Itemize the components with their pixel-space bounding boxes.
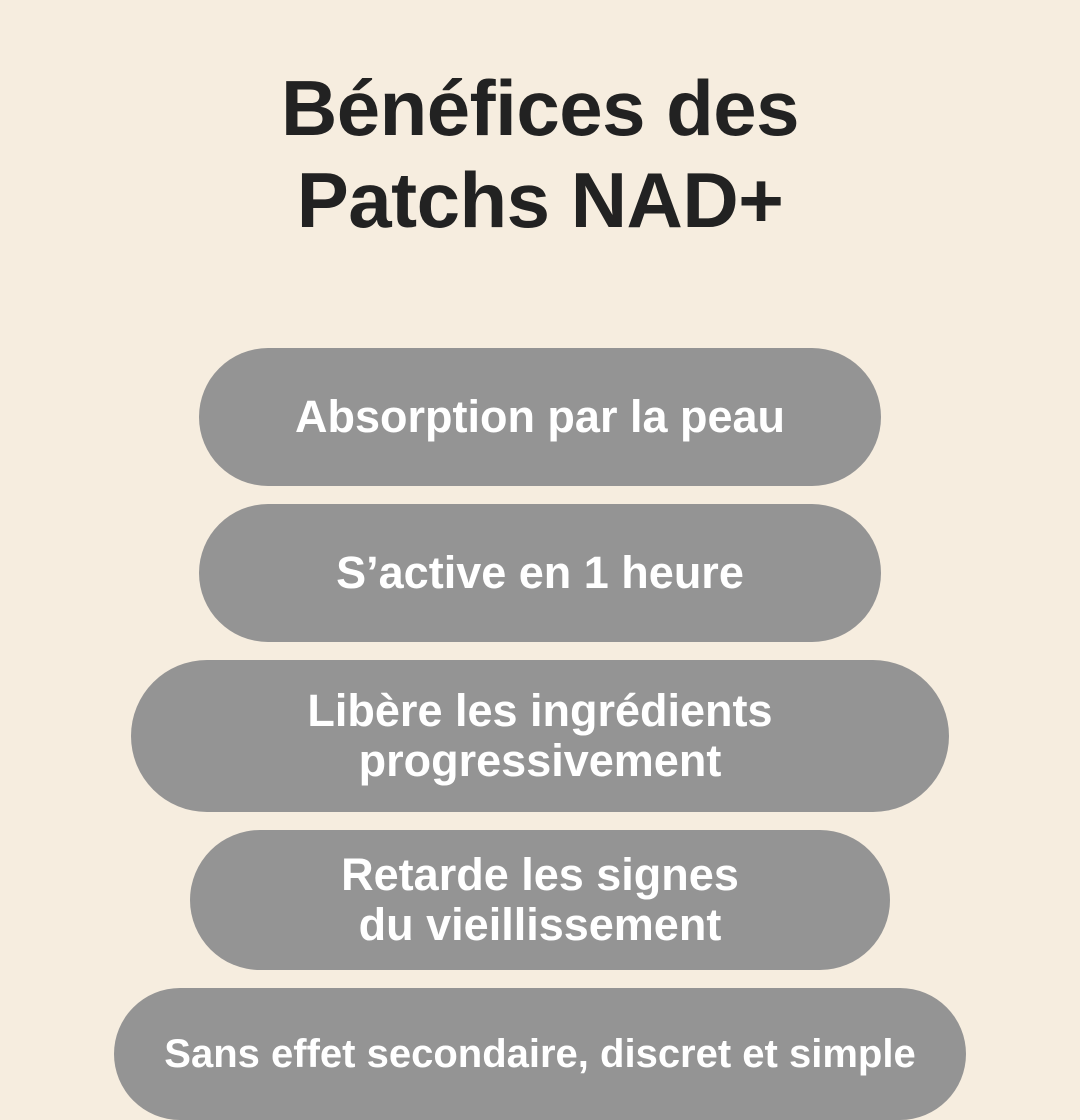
benefit-pill-3-line-1: Libère les ingrédients [307,684,773,736]
benefit-pill-4-line-2: du vieillissement [358,899,722,951]
benefit-pill-1 [199,348,881,486]
benefit-pill-3-line-2: progressivement [358,735,722,787]
benefit-pill-4-label [341,850,739,951]
page-title [90,62,990,246]
page-title-line-2: Patchs NAD+ [296,156,784,245]
benefit-pill-2-label: S’active en 1 heure [336,547,744,599]
benefits-list [0,348,1080,1120]
page-title-line-1: Bénéfices des [280,64,800,152]
benefit-pill-3 [131,660,949,812]
benefit-pill-4-line-1: Retarde les signes [341,848,739,900]
benefit-pill-3-label [307,686,772,787]
benefit-pill-5 [114,988,966,1120]
benefit-pill-1-label: Absorption par la peau [294,391,786,443]
benefit-pill-2 [199,504,881,642]
benefit-pill-4 [190,830,890,970]
benefit-pill-5-label: Sans effet secondaire, discret et simple [164,1031,916,1076]
